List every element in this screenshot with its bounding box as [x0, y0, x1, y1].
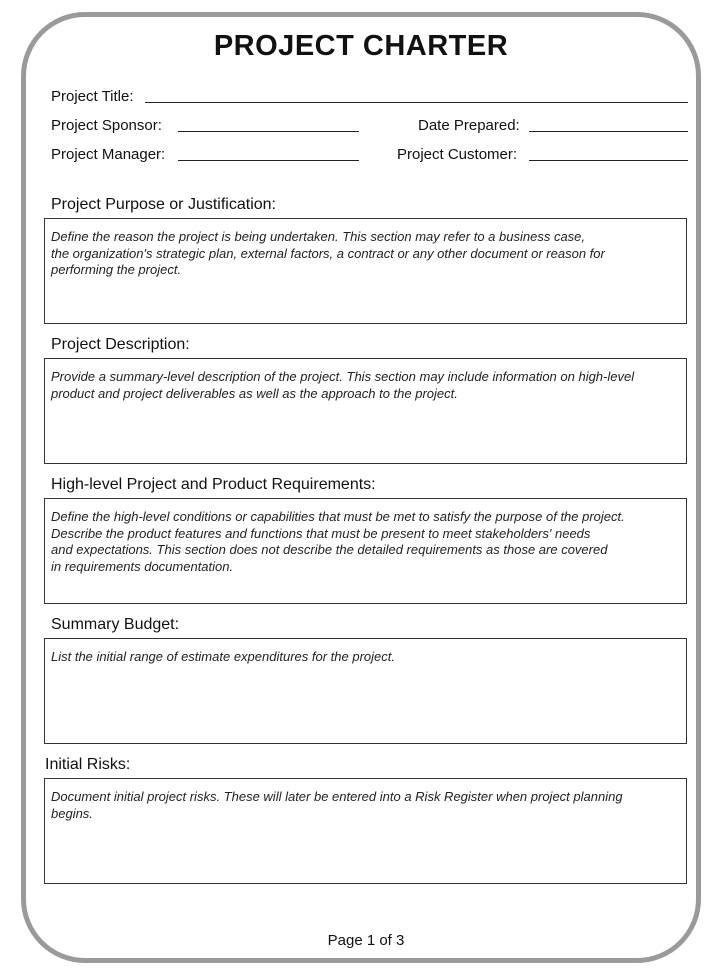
requirements-text-line: and expectations. This section does not describe the detailed requirements as those are covered [51, 542, 608, 557]
project-manager-field[interactable] [178, 160, 359, 161]
description-text-line: product and project deliverables as well as the approach to the project. [51, 385, 458, 401]
document-title: PROJECT CHARTER [213, 30, 509, 62]
project-customer-field[interactable] [529, 160, 688, 161]
project-customer-label: Project Customer: [397, 146, 518, 163]
project-manager-label: Project Manager: [51, 146, 166, 163]
project-sponsor-label: Project Sponsor: [51, 117, 162, 134]
requirements-text-line: Describe the product features and functions that must be present to meet stakeholders' needs [51, 525, 591, 541]
requirements-box[interactable] [44, 498, 687, 604]
budget-heading: Summary Budget: [51, 616, 180, 633]
purpose-box[interactable] [44, 218, 687, 324]
project-title-label: Project Title: [51, 88, 134, 105]
description-heading: Project Description: [51, 336, 190, 353]
description-box[interactable] [44, 358, 687, 464]
risks-heading: Initial Risks: [45, 756, 131, 773]
page-number: Page 1 of 3 [327, 932, 405, 949]
budget-box[interactable] [44, 638, 687, 744]
risks-text-line: begins. [51, 805, 93, 821]
purpose-text-line: Define the reason the project is being undertaken. This section may refer to a business case, [51, 229, 586, 244]
purpose-heading: Project Purpose or Justification: [51, 196, 276, 213]
requirements-text-line: in requirements documentation. [51, 558, 234, 574]
requirements-heading: High-level Project and Product Requirements: [51, 476, 376, 493]
project-sponsor-field[interactable] [178, 131, 359, 132]
budget-text-line: List the initial range of estimate expenditures for the project. [51, 649, 395, 664]
requirements-text-line: Define the high-level conditions or capabilities that must be met to satisfy the purpose of the project. [51, 509, 625, 524]
risks-box[interactable] [44, 778, 687, 884]
purpose-text-line: the organization's strategic plan, external factors, a contract or any other document or reason for [51, 245, 605, 261]
date-prepared-field[interactable] [529, 131, 688, 132]
purpose-text-line: performing the project. [51, 262, 182, 277]
date-prepared-label: Date Prepared: [418, 117, 520, 134]
description-text-line: Provide a summary-level description of the project. This section may include information on high-level [51, 369, 635, 384]
project-title-field[interactable] [145, 102, 688, 103]
risks-text-line: Document initial project risks. These will later be entered into a Risk Register when project planning [51, 789, 623, 804]
